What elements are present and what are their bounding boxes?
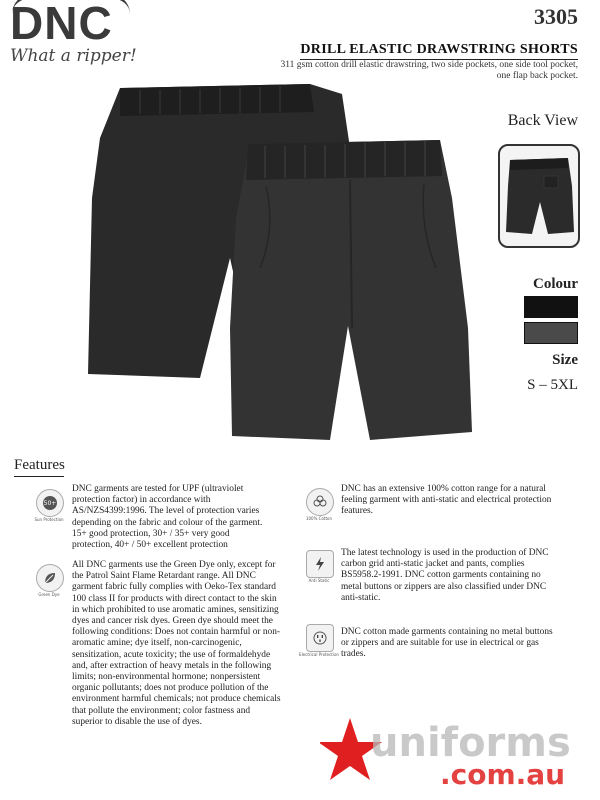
feature-text-cotton: DNC has an extensive 100% cotton range for a natural feeling garment with anti-static and electrical protection features. <box>341 484 552 517</box>
product-photo <box>80 78 480 458</box>
feature-text-green-dye: All DNC garments use the Green Dye only, except for the Patrol Saint Flame Retardant range. All DNC garment fabric fully complies with Oeko-Tex standard 100 class II for products with direct contact to the skin in which prohibited to use aromatic amines, sensitizing dyes and cancer risk dyes. Green dye should meet the following conditions: Does not contain harmful or non-aromatic amine; dye itself, non-carcinogenic, sensitization, acute toxicity; the use of formaldehyde and, after extraction of heavy metals in the following limits; non-environmental hormone; nonpersistent organic pollutants; does not produce pollution of the environment harmful chemicals; not produce chemicals that pollute the environment; color fastness and superior to disable the use of dyes. <box>72 560 281 727</box>
brand-tagline: What a ripper! <box>10 46 137 66</box>
colour-swatch-charcoal[interactable] <box>524 322 578 344</box>
shorts-front-image <box>230 140 472 440</box>
feature-caption-upf: Sun Protection <box>34 517 64 522</box>
anti-static-icon <box>306 550 334 578</box>
feature-caption-cotton: 100% Cotton <box>305 516 333 521</box>
product-code: 3305 <box>534 4 578 29</box>
leaf-icon <box>42 570 58 586</box>
features-heading: Features <box>14 457 65 473</box>
cotton-icon <box>306 488 334 516</box>
feature-text-anti-static: The latest technology is used in the production of DNC carbon grid anti-static jacket and pants, complies BS5958.2-1991. DNC cotton garments containing no metal buttons or zippers are also classified under DNC anti-static. <box>341 548 549 603</box>
colour-label: Colour <box>533 276 578 292</box>
upf-50-icon <box>36 489 64 517</box>
brand-logo: DNC <box>10 0 113 49</box>
back-view-thumbnail[interactable] <box>498 144 580 248</box>
feature-caption-green-dye: Green Dye <box>38 592 60 597</box>
colour-swatch-black[interactable] <box>524 296 578 318</box>
upf-50-icon-text: 50+ <box>43 496 57 510</box>
feature-text-electrical: DNC cotton made garments containing no metal buttons or zippers and are suitable for use in electrical or gas trades. <box>341 627 553 660</box>
back-view-label: Back View <box>507 112 578 129</box>
feature-caption-anti-static: Anti Static <box>308 578 330 583</box>
product-description: 311 gsm cotton drill elastic drawstring, two side pockets, one side tool pocket, one flap back pocket. <box>280 60 578 81</box>
cotton-flower-icon <box>312 494 328 510</box>
power-socket-icon <box>312 630 328 646</box>
feature-text-upf: DNC garments are tested for UPF (ultraviolet protection factor) in accordance with AS/NZS4399:1996. The level of protection varies depending on the fabric and colour of the garment. 15+ good protection, 30+ / 35+ very good protection, 40+ / 50+ excellent protection <box>72 484 263 551</box>
watermark-line2: .com.au <box>440 758 566 791</box>
feature-caption-electrical: Electrical Protection <box>299 652 339 657</box>
green-dye-icon <box>36 564 64 592</box>
lightning-bolt-icon <box>312 556 328 572</box>
size-label: Size <box>552 352 578 368</box>
features-underline <box>14 476 64 477</box>
uniforms-watermark <box>320 712 590 792</box>
watermark-line1: uniforms <box>370 720 571 766</box>
product-title: DRILL ELASTIC DRAWSTRING SHORTS <box>300 42 578 60</box>
size-range: S – 5XL <box>527 377 578 393</box>
shorts-back-view-image <box>500 146 578 246</box>
electrical-protection-icon <box>306 624 334 652</box>
